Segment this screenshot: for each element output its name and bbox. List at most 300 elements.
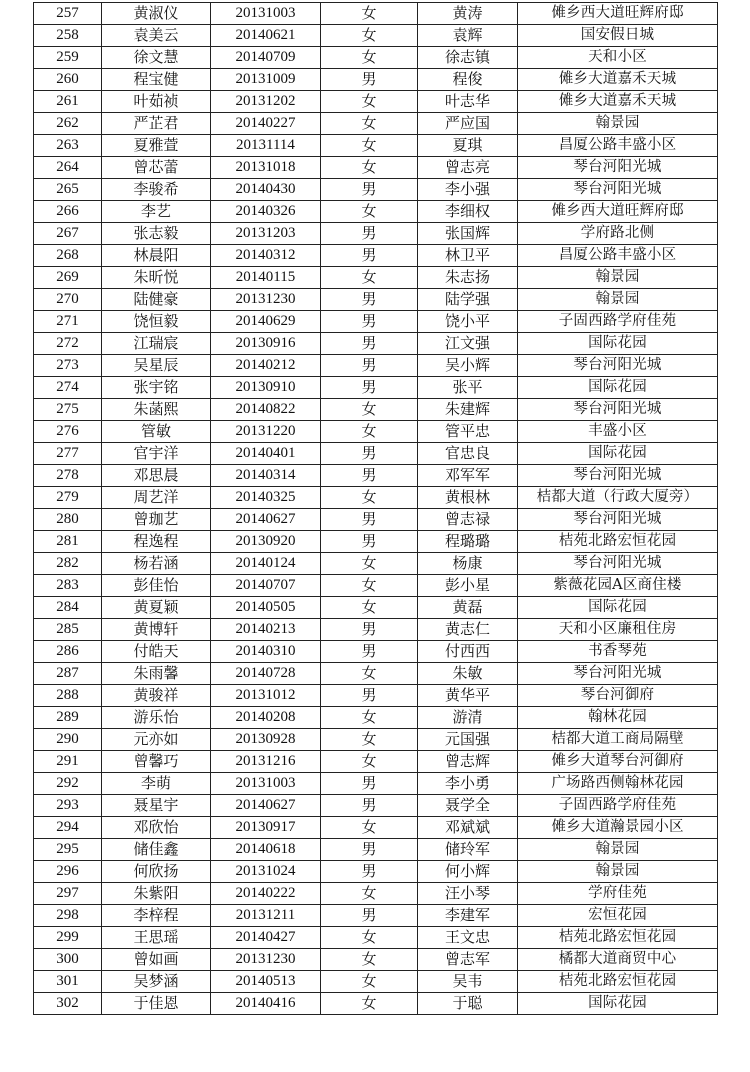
birth-date-cell: 20140325 <box>211 487 321 509</box>
table-row <box>34 817 718 839</box>
guardian-name-cell: 黄志仁 <box>418 619 518 641</box>
birth-date-cell: 20140709 <box>211 47 321 69</box>
birth-date-cell: 20140822 <box>211 399 321 421</box>
birth-date-cell: 20131012 <box>211 685 321 707</box>
row-number-cell: 259 <box>34 47 102 69</box>
student-name-cell: 杨若涵 <box>102 553 211 575</box>
guardian-name-cell: 陆学强 <box>418 289 518 311</box>
row-number-cell: 274 <box>34 377 102 399</box>
home-address-cell: 桔苑北路宏恒花园 <box>518 531 718 553</box>
row-number-cell: 264 <box>34 157 102 179</box>
home-address-cell: 昌厦公路丰盛小区 <box>518 135 718 157</box>
table-row <box>34 663 718 685</box>
guardian-name-cell: 林卫平 <box>418 245 518 267</box>
birth-date-cell: 20140618 <box>211 839 321 861</box>
gender-cell: 男 <box>321 69 418 91</box>
row-number-cell: 265 <box>34 179 102 201</box>
student-name-cell: 朱雨馨 <box>102 663 211 685</box>
student-name-cell: 叶茹祯 <box>102 91 211 113</box>
row-number-cell: 260 <box>34 69 102 91</box>
birth-date-cell: 20130916 <box>211 333 321 355</box>
table-row <box>34 157 718 179</box>
gender-cell: 女 <box>321 729 418 751</box>
student-name-cell: 管敏 <box>102 421 211 443</box>
table-row <box>34 487 718 509</box>
student-name-cell: 严芷君 <box>102 113 211 135</box>
row-number-cell: 289 <box>34 707 102 729</box>
gender-cell: 女 <box>321 707 418 729</box>
home-address-cell: 琴台河阳光城 <box>518 157 718 179</box>
table-row <box>34 201 718 223</box>
row-number-cell: 269 <box>34 267 102 289</box>
student-name-cell: 程逸程 <box>102 531 211 553</box>
gender-cell: 女 <box>321 927 418 949</box>
birth-date-cell: 20140208 <box>211 707 321 729</box>
guardian-name-cell: 黄磊 <box>418 597 518 619</box>
birth-date-cell: 20140707 <box>211 575 321 597</box>
table-row <box>34 993 718 1015</box>
student-name-cell: 朱菡熙 <box>102 399 211 421</box>
row-number-cell: 286 <box>34 641 102 663</box>
gender-cell: 男 <box>321 223 418 245</box>
home-address-cell: 国际花园 <box>518 377 718 399</box>
student-name-cell: 李萌 <box>102 773 211 795</box>
guardian-name-cell: 游清 <box>418 707 518 729</box>
table-row <box>34 729 718 751</box>
home-address-cell: 桔苑北路宏恒花园 <box>518 971 718 993</box>
table-row <box>34 3 718 25</box>
birth-date-cell: 20131211 <box>211 905 321 927</box>
home-address-cell: 橘都大道商贸中心 <box>518 949 718 971</box>
table-row <box>34 311 718 333</box>
table-row <box>34 69 718 91</box>
birth-date-cell: 20140513 <box>211 971 321 993</box>
row-number-cell: 263 <box>34 135 102 157</box>
home-address-cell: 天和小区廉租住房 <box>518 619 718 641</box>
student-name-cell: 吴梦涵 <box>102 971 211 993</box>
birth-date-cell: 20130920 <box>211 531 321 553</box>
row-number-cell: 297 <box>34 883 102 905</box>
roster-body <box>34 3 718 1015</box>
home-address-cell: 学府路北侧 <box>518 223 718 245</box>
gender-cell: 女 <box>321 135 418 157</box>
guardian-name-cell: 曾志亮 <box>418 157 518 179</box>
table-row <box>34 245 718 267</box>
birth-date-cell: 20140629 <box>211 311 321 333</box>
birth-date-cell: 20140621 <box>211 25 321 47</box>
guardian-name-cell: 黄华平 <box>418 685 518 707</box>
birth-date-cell: 20131230 <box>211 289 321 311</box>
birth-date-cell: 20140314 <box>211 465 321 487</box>
birth-date-cell: 20140222 <box>211 883 321 905</box>
guardian-name-cell: 张平 <box>418 377 518 399</box>
birth-date-cell: 20130928 <box>211 729 321 751</box>
guardian-name-cell: 黄根林 <box>418 487 518 509</box>
table-row <box>34 839 718 861</box>
home-address-cell: 书香琴苑 <box>518 641 718 663</box>
guardian-name-cell: 于聪 <box>418 993 518 1015</box>
birth-date-cell: 20131220 <box>211 421 321 443</box>
birth-date-cell: 20140115 <box>211 267 321 289</box>
home-address-cell: 国安假日城 <box>518 25 718 47</box>
table-row <box>34 113 718 135</box>
student-name-cell: 李梓程 <box>102 905 211 927</box>
student-name-cell: 王思瑶 <box>102 927 211 949</box>
student-name-cell: 李艺 <box>102 201 211 223</box>
student-name-cell: 林晨阳 <box>102 245 211 267</box>
home-address-cell: 丰盛小区 <box>518 421 718 443</box>
student-name-cell: 聂星宇 <box>102 795 211 817</box>
table-row <box>34 597 718 619</box>
student-name-cell: 黄骏祥 <box>102 685 211 707</box>
birth-date-cell: 20131003 <box>211 3 321 25</box>
guardian-name-cell: 张国辉 <box>418 223 518 245</box>
guardian-name-cell: 程俊 <box>418 69 518 91</box>
birth-date-cell: 20140430 <box>211 179 321 201</box>
table-row <box>34 971 718 993</box>
home-address-cell: 紫薇花园A区商住楼 <box>518 575 718 597</box>
birth-date-cell: 20131203 <box>211 223 321 245</box>
guardian-name-cell: 聂学全 <box>418 795 518 817</box>
home-address-cell: 傩乡大道琴台河御府 <box>518 751 718 773</box>
row-number-cell: 261 <box>34 91 102 113</box>
guardian-name-cell: 吴韦 <box>418 971 518 993</box>
row-number-cell: 282 <box>34 553 102 575</box>
student-name-cell: 袁美云 <box>102 25 211 47</box>
home-address-cell: 国际花园 <box>518 597 718 619</box>
row-number-cell: 257 <box>34 3 102 25</box>
guardian-name-cell: 严应国 <box>418 113 518 135</box>
gender-cell: 男 <box>321 465 418 487</box>
row-number-cell: 285 <box>34 619 102 641</box>
home-address-cell: 子固西路学府佳苑 <box>518 311 718 333</box>
gender-cell: 女 <box>321 817 418 839</box>
row-number-cell: 293 <box>34 795 102 817</box>
gender-cell: 男 <box>321 443 418 465</box>
birth-date-cell: 20140728 <box>211 663 321 685</box>
row-number-cell: 277 <box>34 443 102 465</box>
guardian-name-cell: 李建军 <box>418 905 518 927</box>
table-row <box>34 619 718 641</box>
guardian-name-cell: 官忠良 <box>418 443 518 465</box>
gender-cell: 男 <box>321 773 418 795</box>
row-number-cell: 284 <box>34 597 102 619</box>
table-row <box>34 751 718 773</box>
gender-cell: 女 <box>321 971 418 993</box>
student-name-cell: 张宇铭 <box>102 377 211 399</box>
home-address-cell: 翰景园 <box>518 113 718 135</box>
gender-cell: 女 <box>321 597 418 619</box>
gender-cell: 女 <box>321 663 418 685</box>
home-address-cell: 翰景园 <box>518 289 718 311</box>
guardian-name-cell: 袁辉 <box>418 25 518 47</box>
guardian-name-cell: 黄涛 <box>418 3 518 25</box>
table-row <box>34 91 718 113</box>
row-number-cell: 278 <box>34 465 102 487</box>
student-name-cell: 黄淑仪 <box>102 3 211 25</box>
student-name-cell: 饶恒毅 <box>102 311 211 333</box>
birth-date-cell: 20131003 <box>211 773 321 795</box>
birth-date-cell: 20140227 <box>211 113 321 135</box>
table-row <box>34 883 718 905</box>
birth-date-cell: 20140401 <box>211 443 321 465</box>
birth-date-cell: 20131009 <box>211 69 321 91</box>
home-address-cell: 宏恒花园 <box>518 905 718 927</box>
gender-cell: 女 <box>321 487 418 509</box>
table-row <box>34 927 718 949</box>
guardian-name-cell: 管平忠 <box>418 421 518 443</box>
guardian-name-cell: 朱建辉 <box>418 399 518 421</box>
home-address-cell: 傩乡大道嘉禾天城 <box>518 69 718 91</box>
gender-cell: 男 <box>321 509 418 531</box>
student-name-cell: 邓欣怡 <box>102 817 211 839</box>
gender-cell: 男 <box>321 685 418 707</box>
guardian-name-cell: 夏琪 <box>418 135 518 157</box>
birth-date-cell: 20140416 <box>211 993 321 1015</box>
gender-cell: 男 <box>321 641 418 663</box>
gender-cell: 女 <box>321 3 418 25</box>
row-number-cell: 292 <box>34 773 102 795</box>
home-address-cell: 学府佳苑 <box>518 883 718 905</box>
row-number-cell: 268 <box>34 245 102 267</box>
table-row <box>34 223 718 245</box>
birth-date-cell: 20140312 <box>211 245 321 267</box>
guardian-name-cell: 朱志扬 <box>418 267 518 289</box>
guardian-name-cell: 李小强 <box>418 179 518 201</box>
gender-cell: 男 <box>321 245 418 267</box>
home-address-cell: 国际花园 <box>518 333 718 355</box>
table-row <box>34 707 718 729</box>
gender-cell: 女 <box>321 91 418 113</box>
birth-date-cell: 20131024 <box>211 861 321 883</box>
gender-cell: 男 <box>321 289 418 311</box>
student-name-cell: 张志毅 <box>102 223 211 245</box>
table-row <box>34 949 718 971</box>
row-number-cell: 302 <box>34 993 102 1015</box>
gender-cell: 女 <box>321 47 418 69</box>
table-row <box>34 47 718 69</box>
guardian-name-cell: 李小勇 <box>418 773 518 795</box>
student-name-cell: 江瑞宸 <box>102 333 211 355</box>
home-address-cell: 琴台河御府 <box>518 685 718 707</box>
gender-cell: 男 <box>321 861 418 883</box>
table-row <box>34 685 718 707</box>
gender-cell: 女 <box>321 993 418 1015</box>
row-number-cell: 273 <box>34 355 102 377</box>
student-name-cell: 程宝健 <box>102 69 211 91</box>
gender-cell: 女 <box>321 751 418 773</box>
row-number-cell: 262 <box>34 113 102 135</box>
home-address-cell: 昌厦公路丰盛小区 <box>518 245 718 267</box>
row-number-cell: 271 <box>34 311 102 333</box>
home-address-cell: 子固西路学府佳苑 <box>518 795 718 817</box>
row-number-cell: 270 <box>34 289 102 311</box>
student-name-cell: 夏雅萱 <box>102 135 211 157</box>
student-name-cell: 曾如画 <box>102 949 211 971</box>
table-row <box>34 377 718 399</box>
home-address-cell: 琴台河阳光城 <box>518 355 718 377</box>
student-name-cell: 储佳鑫 <box>102 839 211 861</box>
student-name-cell: 朱昕悦 <box>102 267 211 289</box>
birth-date-cell: 20131114 <box>211 135 321 157</box>
home-address-cell: 琴台河阳光城 <box>518 399 718 421</box>
table-row <box>34 795 718 817</box>
table-row <box>34 399 718 421</box>
guardian-name-cell: 邓斌斌 <box>418 817 518 839</box>
table-row <box>34 861 718 883</box>
guardian-name-cell: 付西西 <box>418 641 518 663</box>
birth-date-cell: 20131216 <box>211 751 321 773</box>
row-number-cell: 300 <box>34 949 102 971</box>
student-name-cell: 周艺洋 <box>102 487 211 509</box>
row-number-cell: 298 <box>34 905 102 927</box>
home-address-cell: 傩乡大道嘉禾天城 <box>518 91 718 113</box>
student-name-cell: 曾芯蕾 <box>102 157 211 179</box>
guardian-name-cell: 储玲军 <box>418 839 518 861</box>
student-name-cell: 徐文慧 <box>102 47 211 69</box>
home-address-cell: 桔都大道工商局隔壁 <box>518 729 718 751</box>
row-number-cell: 280 <box>34 509 102 531</box>
guardian-name-cell: 程璐璐 <box>418 531 518 553</box>
table-row <box>34 421 718 443</box>
guardian-name-cell: 汪小琴 <box>418 883 518 905</box>
birth-date-cell: 20140213 <box>211 619 321 641</box>
birth-date-cell: 20140310 <box>211 641 321 663</box>
guardian-name-cell: 叶志华 <box>418 91 518 113</box>
home-address-cell: 琴台河阳光城 <box>518 553 718 575</box>
student-name-cell: 于佳恩 <box>102 993 211 1015</box>
guardian-name-cell: 江文强 <box>418 333 518 355</box>
row-number-cell: 296 <box>34 861 102 883</box>
row-number-cell: 299 <box>34 927 102 949</box>
home-address-cell: 翰林花园 <box>518 707 718 729</box>
student-name-cell: 陆健豪 <box>102 289 211 311</box>
row-number-cell: 288 <box>34 685 102 707</box>
home-address-cell: 翰景园 <box>518 861 718 883</box>
table-row <box>34 25 718 47</box>
row-number-cell: 291 <box>34 751 102 773</box>
student-name-cell: 彭佳怡 <box>102 575 211 597</box>
row-number-cell: 283 <box>34 575 102 597</box>
guardian-name-cell: 曾志禄 <box>418 509 518 531</box>
student-name-cell: 李骏希 <box>102 179 211 201</box>
table-row <box>34 641 718 663</box>
gender-cell: 女 <box>321 399 418 421</box>
birth-date-cell: 20140326 <box>211 201 321 223</box>
birth-date-cell: 20140627 <box>211 795 321 817</box>
student-name-cell: 吴星辰 <box>102 355 211 377</box>
home-address-cell: 桔苑北路宏恒花园 <box>518 927 718 949</box>
gender-cell: 男 <box>321 839 418 861</box>
gender-cell: 男 <box>321 179 418 201</box>
table-row <box>34 575 718 597</box>
student-name-cell: 黄夏颖 <box>102 597 211 619</box>
row-number-cell: 266 <box>34 201 102 223</box>
home-address-cell: 傩乡大道瀚景园小区 <box>518 817 718 839</box>
birth-date-cell: 20130917 <box>211 817 321 839</box>
student-name-cell: 何欣扬 <box>102 861 211 883</box>
gender-cell: 女 <box>321 575 418 597</box>
gender-cell: 女 <box>321 113 418 135</box>
guardian-name-cell: 邓军军 <box>418 465 518 487</box>
row-number-cell: 301 <box>34 971 102 993</box>
table-row <box>34 267 718 289</box>
student-roster-sheet <box>33 2 717 1015</box>
table-row <box>34 333 718 355</box>
row-number-cell: 290 <box>34 729 102 751</box>
guardian-name-cell: 曾志辉 <box>418 751 518 773</box>
gender-cell: 女 <box>321 201 418 223</box>
student-name-cell: 官宇洋 <box>102 443 211 465</box>
gender-cell: 女 <box>321 421 418 443</box>
gender-cell: 男 <box>321 333 418 355</box>
gender-cell: 女 <box>321 553 418 575</box>
birth-date-cell: 20131230 <box>211 949 321 971</box>
gender-cell: 男 <box>321 619 418 641</box>
student-name-cell: 曾馨巧 <box>102 751 211 773</box>
guardian-name-cell: 王文忠 <box>418 927 518 949</box>
gender-cell: 男 <box>321 311 418 333</box>
home-address-cell: 桔都大道（行政大厦旁） <box>518 487 718 509</box>
birth-date-cell: 20130910 <box>211 377 321 399</box>
birth-date-cell: 20131018 <box>211 157 321 179</box>
table-row <box>34 465 718 487</box>
birth-date-cell: 20140427 <box>211 927 321 949</box>
gender-cell: 男 <box>321 355 418 377</box>
gender-cell: 女 <box>321 267 418 289</box>
student-name-cell: 付皓天 <box>102 641 211 663</box>
row-number-cell: 267 <box>34 223 102 245</box>
guardian-name-cell: 吴小辉 <box>418 355 518 377</box>
home-address-cell: 翰景园 <box>518 839 718 861</box>
birth-date-cell: 20140627 <box>211 509 321 531</box>
student-name-cell: 游乐怡 <box>102 707 211 729</box>
home-address-cell: 琴台河阳光城 <box>518 465 718 487</box>
student-name-cell: 曾珈艺 <box>102 509 211 531</box>
student-name-cell: 元亦如 <box>102 729 211 751</box>
table-row <box>34 355 718 377</box>
row-number-cell: 272 <box>34 333 102 355</box>
guardian-name-cell: 何小辉 <box>418 861 518 883</box>
gender-cell: 女 <box>321 157 418 179</box>
gender-cell: 男 <box>321 795 418 817</box>
table-row <box>34 509 718 531</box>
guardian-name-cell: 饶小平 <box>418 311 518 333</box>
table-row <box>34 443 718 465</box>
row-number-cell: 258 <box>34 25 102 47</box>
table-row <box>34 553 718 575</box>
guardian-name-cell: 徐志镇 <box>418 47 518 69</box>
birth-date-cell: 20131202 <box>211 91 321 113</box>
row-number-cell: 279 <box>34 487 102 509</box>
table-row <box>34 135 718 157</box>
home-address-cell: 傩乡西大道旺辉府邸 <box>518 201 718 223</box>
home-address-cell: 国际花园 <box>518 993 718 1015</box>
row-number-cell: 276 <box>34 421 102 443</box>
table-row <box>34 179 718 201</box>
birth-date-cell: 20140212 <box>211 355 321 377</box>
row-number-cell: 294 <box>34 817 102 839</box>
guardian-name-cell: 元国强 <box>418 729 518 751</box>
table-row <box>34 289 718 311</box>
table-row <box>34 773 718 795</box>
row-number-cell: 287 <box>34 663 102 685</box>
home-address-cell: 国际花园 <box>518 443 718 465</box>
home-address-cell: 天和小区 <box>518 47 718 69</box>
gender-cell: 男 <box>321 905 418 927</box>
gender-cell: 女 <box>321 25 418 47</box>
home-address-cell: 琴台河阳光城 <box>518 663 718 685</box>
